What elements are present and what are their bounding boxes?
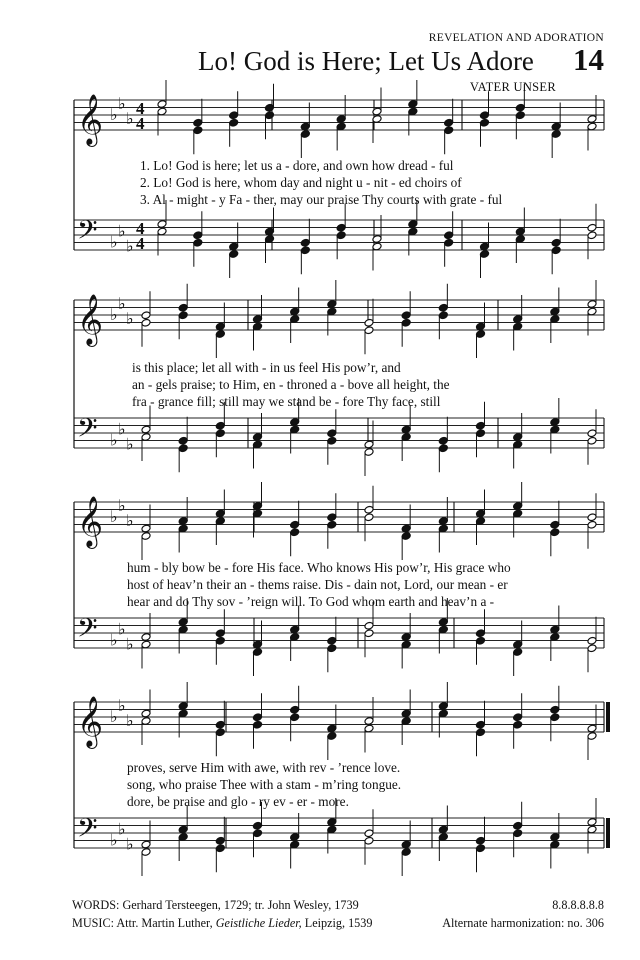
bass-clef-icon: 𝄢 — [77, 412, 98, 450]
flat-icon: ♭ — [110, 630, 118, 650]
tune-name: VATER UNSER — [469, 80, 556, 94]
flat-icon: ♭ — [126, 236, 134, 256]
treble-clef-icon: 𝄞 — [77, 294, 104, 345]
time-signature: 4 — [136, 234, 145, 253]
lyric-line: an - gels praise; to Him, en - throned a - bove all height, the — [132, 377, 450, 392]
flat-icon: ♭ — [118, 495, 126, 515]
lyric-line: host of heav’n their an - thems raise. Dis - dain not, Lord, our mean - er — [127, 577, 508, 592]
flat-icon: ♭ — [118, 293, 126, 313]
flat-icon: ♭ — [126, 308, 134, 328]
meter: 8.8.8.8.8.8 — [552, 898, 604, 912]
flat-icon: ♭ — [118, 93, 126, 113]
flat-icon: ♭ — [110, 232, 118, 252]
music-credit-source: Geistliche Lieder, — [215, 916, 302, 930]
hymn-number: 14 — [573, 42, 604, 77]
flat-icon: ♭ — [118, 419, 126, 439]
lyric-line: hum - bly bow be - fore His face. Who knows His pow’r, His grace who — [127, 560, 511, 575]
flat-icon: ♭ — [126, 434, 134, 454]
flat-icon: ♭ — [126, 834, 134, 854]
lyric-line: 2. Lo! God is here, whom day and night u - nit - ed choirs of — [140, 175, 462, 190]
time-signature: 4 — [136, 219, 145, 238]
lyric-line: proves, serve Him with awe, with rev - ’rence love. — [127, 760, 401, 775]
flat-icon: ♭ — [118, 695, 126, 715]
flat-icon: ♭ — [126, 710, 134, 730]
music-credit-suffix: Leipzig, 1539 — [301, 916, 373, 930]
bass-clef-icon: 𝄢 — [77, 214, 98, 252]
lyric-line: hear and do Thy sov - ’reign will. To God whom earth and heav’n a - — [127, 594, 495, 609]
flat-icon: ♭ — [110, 830, 118, 850]
lyric-line: is this place; let all with - in us feel His pow’r, and — [132, 360, 401, 375]
flat-icon: ♭ — [126, 510, 134, 530]
treble-clef-icon: 𝄞 — [77, 94, 104, 145]
flat-icon: ♭ — [118, 221, 126, 241]
flat-icon: ♭ — [110, 430, 118, 450]
section-category: REVELATION AND ADORATION — [428, 32, 604, 44]
music-credit-prefix: MUSIC: Attr. Martin Luther, — [72, 916, 216, 930]
lyric-line: dore, be praise and glo - ry ev - er - more. — [127, 794, 349, 809]
hymn-title: Lo! God is Here; Let Us Adore — [198, 46, 534, 76]
flat-icon: ♭ — [110, 707, 118, 726]
words-credit: WORDS: Gerhard Tersteegen, 1729; tr. John Wesley, 1739 — [72, 898, 359, 912]
flat-icon: ♭ — [110, 305, 118, 324]
time-signature: 4 — [136, 114, 145, 133]
lyric-line: fra - grance fill; still may we stand be - fore Thy face, still — [132, 394, 441, 409]
flat-icon: ♭ — [126, 634, 134, 654]
flat-icon: ♭ — [118, 819, 126, 839]
time-signature: 4 — [136, 99, 145, 118]
treble-clef-icon: 𝄞 — [77, 496, 104, 547]
lyric-line: 3. Al - might - y Fa - ther, may our praise Thy courts with grate - ful — [140, 192, 503, 207]
lyric-line: 1. Lo! God is here; let us a - dore, and own how dread - ful — [140, 158, 454, 173]
bass-clef-icon: 𝄢 — [77, 612, 98, 650]
alternate-harmonization: Alternate harmonization: no. 306 — [442, 916, 604, 930]
bass-clef-icon: 𝄢 — [77, 812, 98, 850]
treble-clef-icon: 𝄞 — [77, 696, 104, 747]
flat-icon: ♭ — [126, 108, 134, 128]
flat-icon: ♭ — [110, 507, 118, 526]
music-credit — [72, 916, 372, 931]
lyric-line: song, who praise Thee with a stam - m’ring tongue. — [127, 777, 402, 792]
flat-icon: ♭ — [118, 619, 126, 639]
flat-icon: ♭ — [110, 105, 118, 124]
